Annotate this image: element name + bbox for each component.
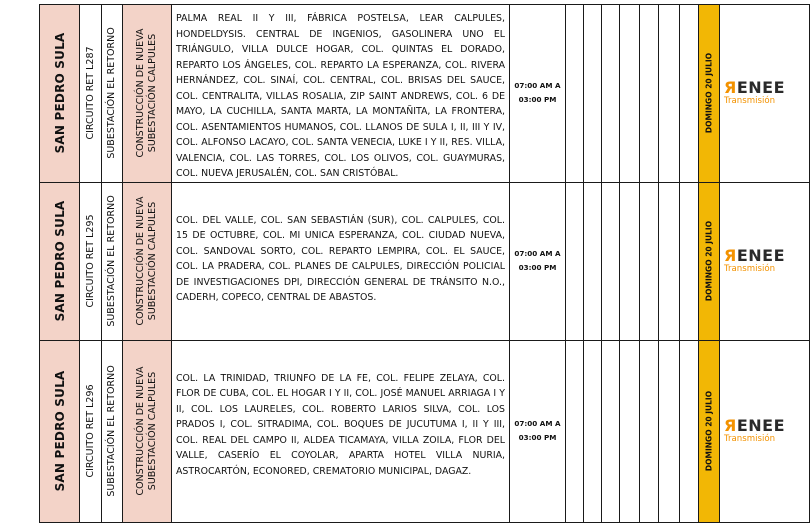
work-cell — [123, 182, 172, 340]
substation-label: SUBESTACIÓN EL RETORNO — [106, 195, 117, 327]
circuit-label: CIRCUITO RET L296 — [84, 384, 96, 478]
logo-subtitle: Transmisión — [724, 434, 776, 444]
empty-cell — [680, 5, 699, 183]
time-end: 03:00 PM — [518, 263, 557, 272]
city-label: SAN PEDRO SULA — [52, 200, 67, 322]
empty-cell — [620, 5, 640, 183]
city-cell — [40, 5, 80, 183]
logo-subtitle: Transmisión — [724, 96, 776, 107]
work-line-2: SUBESTACIÓN CALPULES — [147, 201, 158, 321]
time-start: 07:00 AM A — [514, 419, 561, 428]
logo-cell — [720, 5, 810, 183]
enee-logo: ЯENEE — [724, 246, 786, 265]
substation-label: SUBESTACIÓN EL RETORNO — [106, 27, 117, 159]
time-end: 03:00 PM — [518, 433, 557, 442]
affected-areas: COL. LA TRINIDAD, TRIUNFO DE LA FE, COL. FELIPE ZELAYA, COL. FLOR DE CUBA, COL. EL HOGAR I Y II, COL. JOSÉ MANUEL ARRIAGA I Y II, COL. LOS LAURELES, COL. ROBERTO LARIOS SILVA, COL. LOS PRADOS I, COL. SITRADIMA, COL. BOQUES DE JUCUTUMA I, II Y III, COL. REAL DEL CAMPO II, ALDEA TICAMAYA, VILLA ZOILA, FLOR DEL VALLE, CASERÍO EL COYOLAR, APARTA HOTEL VILLA NURIA, ASTROCARTÓN, ECONORED, CREMATORIO MUNICIPAL, DAGAZ. — [172, 340, 510, 522]
empty-cell — [659, 182, 680, 340]
substation-cell — [102, 5, 123, 183]
work-line-2: SUBESTACIÓN CALPULES — [147, 371, 158, 491]
circuit-cell — [80, 5, 102, 183]
logo-cell — [720, 340, 810, 522]
substation-cell — [102, 340, 123, 522]
date-cell — [699, 5, 720, 183]
time-start: 07:00 AM A — [514, 249, 561, 258]
empty-cell — [602, 182, 620, 340]
work-cell — [123, 5, 172, 183]
date-label: DOMINGO 20 JULIO — [704, 390, 714, 472]
work-line-2: SUBESTACIÓN CALPULES — [147, 34, 158, 153]
empty-cell — [640, 340, 659, 522]
enee-logo: ЯENEE — [724, 78, 786, 98]
work-description — [135, 366, 159, 495]
empty-cell — [584, 182, 602, 340]
empty-cell — [659, 5, 680, 183]
city-cell — [40, 340, 80, 522]
work-description — [135, 29, 159, 158]
time-cell — [510, 182, 566, 340]
outage-schedule-table — [39, 4, 810, 523]
empty-cell — [620, 182, 640, 340]
substation-cell — [102, 182, 123, 340]
empty-cell — [620, 340, 640, 522]
time-cell — [510, 340, 566, 522]
circuit-label: CIRCUITO RET L295 — [84, 214, 96, 308]
date-cell — [699, 340, 720, 522]
city-cell — [40, 182, 80, 340]
work-line-1: CONSTRUCCIÓN DE NUEVA — [135, 196, 146, 326]
empty-cell — [640, 5, 659, 183]
work-description — [135, 196, 159, 325]
date-label: DOMINGO 20 JULIO — [704, 53, 714, 134]
table-row — [40, 182, 810, 340]
circuit-label: CIRCUITO RET L287 — [84, 46, 96, 140]
date-label: DOMINGO 20 JULIO — [704, 220, 714, 302]
date-cell — [699, 182, 720, 340]
circuit-cell — [80, 340, 102, 522]
city-label: SAN PEDRO SULA — [52, 370, 67, 492]
empty-cell — [680, 182, 699, 340]
enee-logo: ЯENEE — [724, 416, 786, 435]
circuit-cell — [80, 182, 102, 340]
table-row — [40, 5, 810, 183]
empty-cell — [640, 182, 659, 340]
empty-cell — [659, 340, 680, 522]
affected-areas: COL. DEL VALLE, COL. SAN SEBASTIÁN (SUR), COL. CALPULES, COL. 15 DE OCTUBRE, COL. MI UNICA ESPERANZA, COL. CIUDAD NUEVA, COL. SANDOVAL SORTO, COL. REPARTO LEMPIRA, COL. EL SAUCE, COL. LA PRADERA, COL. PLANES DE CALPULES, DIRECCIÓN POLICIAL DE INVESTIGACIONES DPI, DIRECCIÓN GENERAL DE TRÁNSITO N.O., CADERH, COPECO, CENTRAL DE ABASTOS. — [172, 182, 510, 340]
work-line-1: CONSTRUCCIÓN DE NUEVA — [135, 28, 146, 158]
work-cell — [123, 340, 172, 522]
logo-cell — [720, 182, 810, 340]
empty-cell — [566, 340, 584, 522]
work-line-1: CONSTRUCCIÓN DE NUEVA — [135, 366, 146, 496]
time-end: 03:00 PM — [518, 95, 557, 105]
empty-cell — [602, 5, 620, 183]
affected-areas: PALMA REAL II Y III, FÁBRICA POSTELSA, LEAR CALPULES, HONDELDYSIS. CENTRAL DE INGENIOS, GASOLINERA UNO EL TRIÁNGULO, VILLA DULCE HOGAR, COL. QUINTAS EL DORADO, REPARTO LOS ÁNGELES, COL. REPARTO LA ESPERANZA, COL. RIVERA HERNÁNDEZ, COL. SINAÍ, COL. CENTRAL, COL. BRISAS DEL SAUCE, COL. CENTRALITA, VILLAS ROSALIA, ZIP SAINT ANDREWS, COL. 6 DE MAYO, LA CUCHILLA, SANTA MARTA, LA MONTAÑITA, LA FRONTERA, COL. ASENTAMIENTOS HUMANOS, COL. LLANOS DE SULA I, II, III Y IV, COL. ALFONSO LACAYO, COL. SANTA VENECIA, LUKE I Y II, RES. VILLA, VALENCIA, COL. LAS TORRES, COL. LOS OLIVOS, COL. GUAYMURAS, COL. NUEVA JERUSALÉN, COL. SAN CRISTÓBAL. — [172, 5, 510, 183]
logo-subtitle: Transmisión — [724, 264, 776, 274]
substation-label: SUBESTACIÓN EL RETORNO — [106, 365, 117, 497]
empty-cell — [566, 5, 584, 183]
empty-cell — [602, 340, 620, 522]
empty-cell — [584, 340, 602, 522]
empty-cell — [680, 340, 699, 522]
empty-cell — [584, 5, 602, 183]
city-label: SAN PEDRO SULA — [52, 32, 67, 154]
time-cell — [510, 5, 566, 183]
empty-cell — [566, 182, 584, 340]
time-start: 07:00 AM A — [514, 81, 561, 91]
table-row — [40, 340, 810, 522]
